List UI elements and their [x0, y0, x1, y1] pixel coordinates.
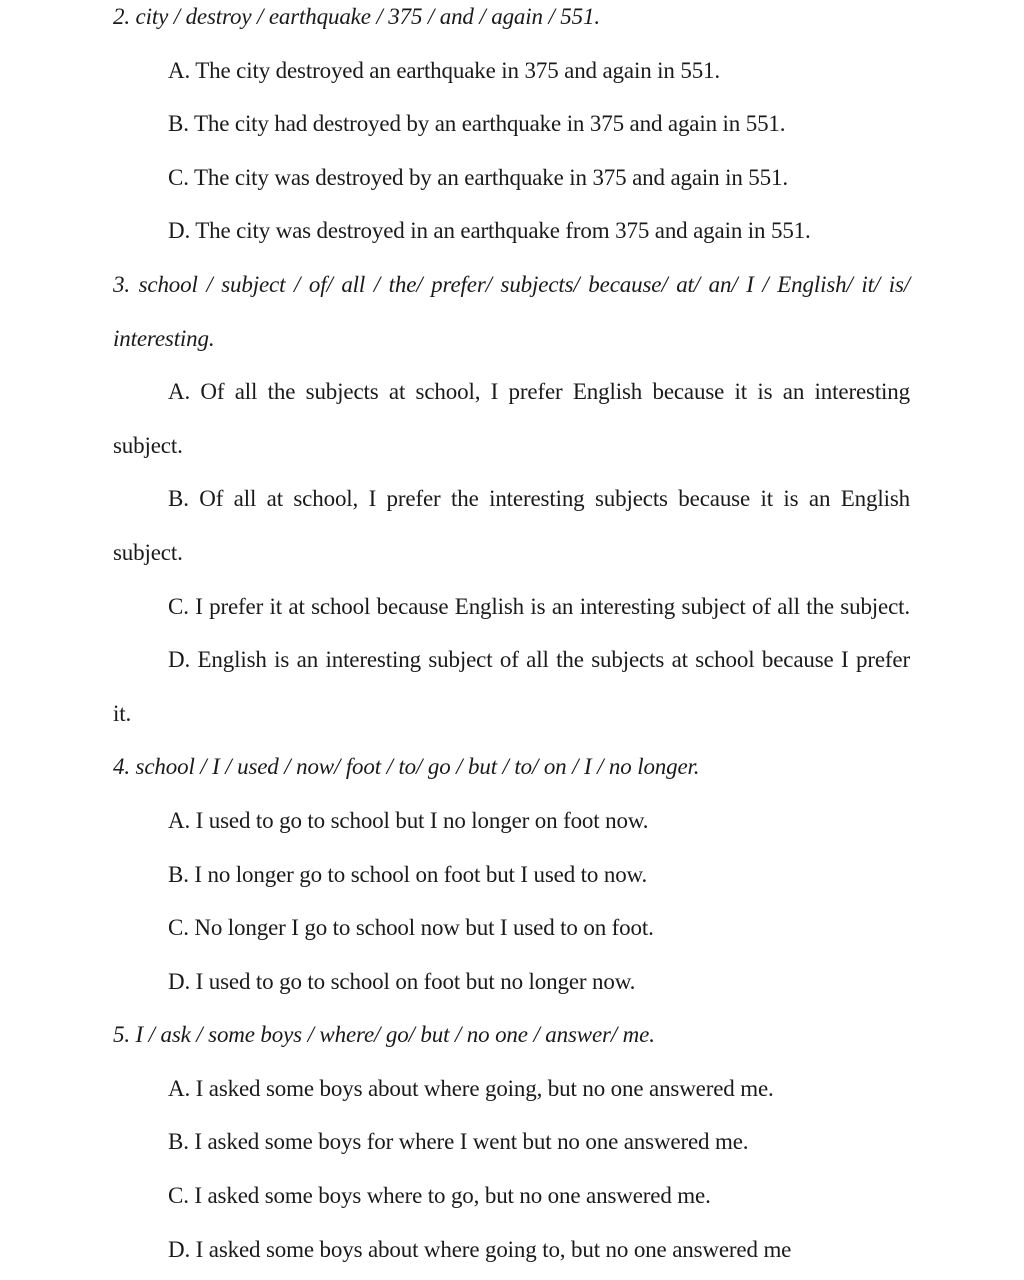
question-4-option-c: C. No longer I go to school now but I used to on foot. — [168, 915, 654, 941]
question-2-option-b: B. The city had destroyed by an earthquake in 375 and again in 551. — [168, 111, 786, 137]
exercise-page — [113, 0, 910, 1276]
question-5-option-d: D. I asked some boys about where going to, but no one answered me — [168, 1236, 792, 1262]
question-3-option-d-line1: D. English is an interesting subject of all the subjects at school because I prefer — [168, 647, 910, 673]
question-3-prompt-line1: 3. school / subject / of/ all / the/ prefer/ subjects/ because/ at/ an/ I / English/ it/ is/ — [113, 271, 910, 297]
question-3-option-a-line2: subject. — [113, 432, 183, 458]
question-5-option-b: B. I asked some boys for where I went but no one answered me. — [168, 1129, 749, 1155]
question-3-option-b-line2: subject. — [113, 539, 183, 565]
question-5-option-c: C. I asked some boys where to go, but no one answered me. — [168, 1183, 711, 1209]
question-3-option-d-line2: it. — [113, 700, 132, 726]
question-4-prompt: 4. school / I / used / now/ foot / to/ go / but / to/ on / I / no longer. — [113, 754, 700, 780]
question-3-option-c: C. I prefer it at school because English is an interesting subject of all the subject. — [168, 593, 910, 619]
question-5-prompt: 5. I / ask / some boys / where/ go/ but / no one / answer/ me. — [113, 1022, 655, 1048]
question-3-option-b-line1: B. Of all at school, I prefer the interesting subjects because it is an English — [168, 486, 910, 512]
question-2-option-d: D. The city was destroyed in an earthquake from 375 and again in 551. — [168, 218, 811, 244]
question-4-option-a: A. I used to go to school but I no longer on foot now. — [168, 807, 649, 833]
question-4-option-d: D. I used to go to school on foot but no longer now. — [168, 968, 636, 994]
question-2-option-a: A. The city destroyed an earthquake in 375 and again in 551. — [168, 57, 720, 83]
question-2-option-c: C. The city was destroyed by an earthquake in 375 and again in 551. — [168, 164, 788, 190]
question-3-option-a-line1: A. Of all the subjects at school, I prefer English because it is an interesting — [168, 379, 910, 405]
question-2-prompt: 2. city / destroy / earthquake / 375 / and / again / 551. — [113, 4, 600, 29]
question-4-option-b: B. I no longer go to school on foot but I used to now. — [168, 861, 648, 887]
question-5-option-a: A. I asked some boys about where going, but no one answered me. — [168, 1075, 774, 1101]
question-3-prompt-line2: interesting. — [113, 325, 215, 351]
